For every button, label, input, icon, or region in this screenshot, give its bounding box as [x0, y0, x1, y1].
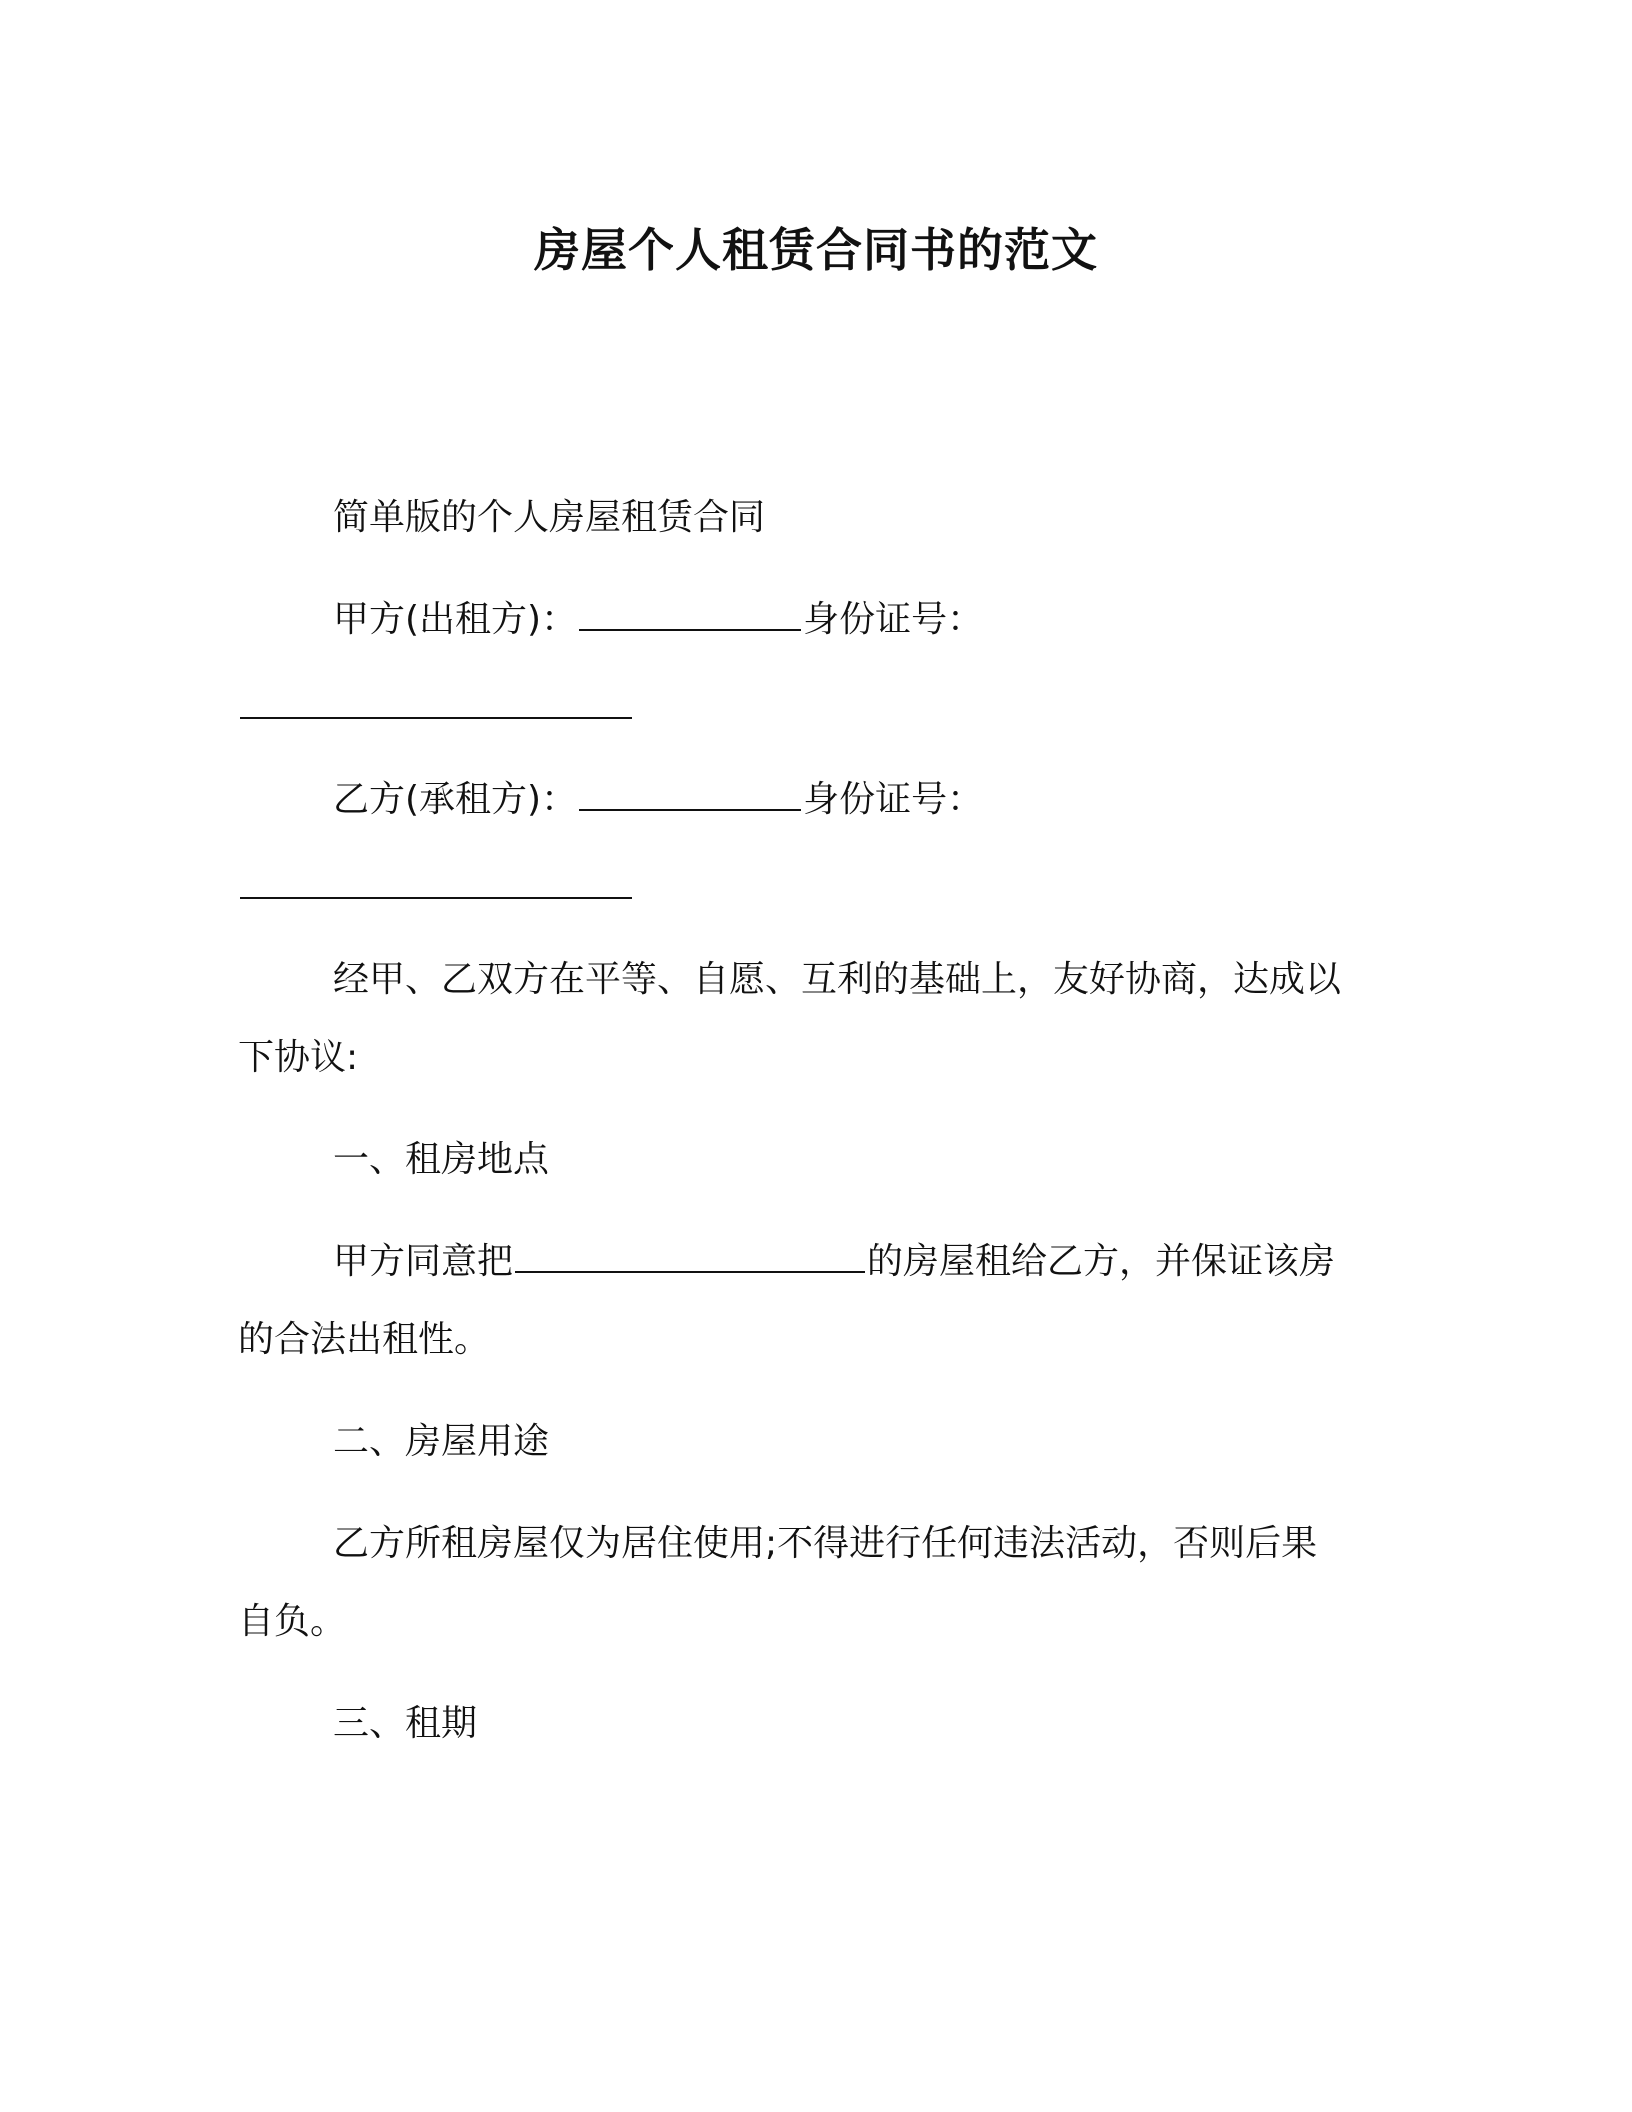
section-1-suffix: 的房屋租给乙方，并保证该房	[867, 1241, 1336, 1282]
party-b-id-label: 身份证号：	[803, 779, 984, 820]
party-a-label: 甲方(出租方)：	[333, 599, 578, 640]
section-1-line-1	[333, 1240, 1335, 1284]
intro-line-1: 经甲、乙双方在平等、自愿、互利的基础上，友好协商，达成以	[333, 959, 1342, 1000]
party-a-line	[333, 598, 983, 642]
address-blank	[515, 1241, 865, 1273]
document-title: 房屋个人租赁合同书的范文	[534, 223, 1098, 277]
section-2-line-2: 自负。	[238, 1601, 347, 1642]
section-2-line-1: 乙方所租房屋仅为居住使用;不得进行任何违法活动，否则后果	[333, 1523, 1318, 1564]
section-2-heading: 二、房屋用途	[333, 1421, 550, 1462]
party-b-label: 乙方(承租方)：	[333, 779, 578, 820]
party-b-id-blank	[240, 897, 632, 899]
party-b-name-blank	[579, 779, 801, 811]
section-1-heading: 一、租房地点	[333, 1139, 550, 1180]
contract-subtitle: 简单版的个人房屋租赁合同	[333, 497, 766, 538]
intro-line-2: 下协议:	[238, 1037, 359, 1078]
party-b-line	[333, 778, 983, 822]
section-3-heading: 三、租期	[333, 1703, 478, 1744]
party-a-name-blank	[579, 599, 801, 631]
section-1-line-2: 的合法出租性。	[238, 1319, 491, 1360]
party-a-id-label: 身份证号：	[803, 599, 984, 640]
section-1-prefix: 甲方同意把	[333, 1241, 514, 1282]
party-a-id-blank	[240, 717, 632, 719]
